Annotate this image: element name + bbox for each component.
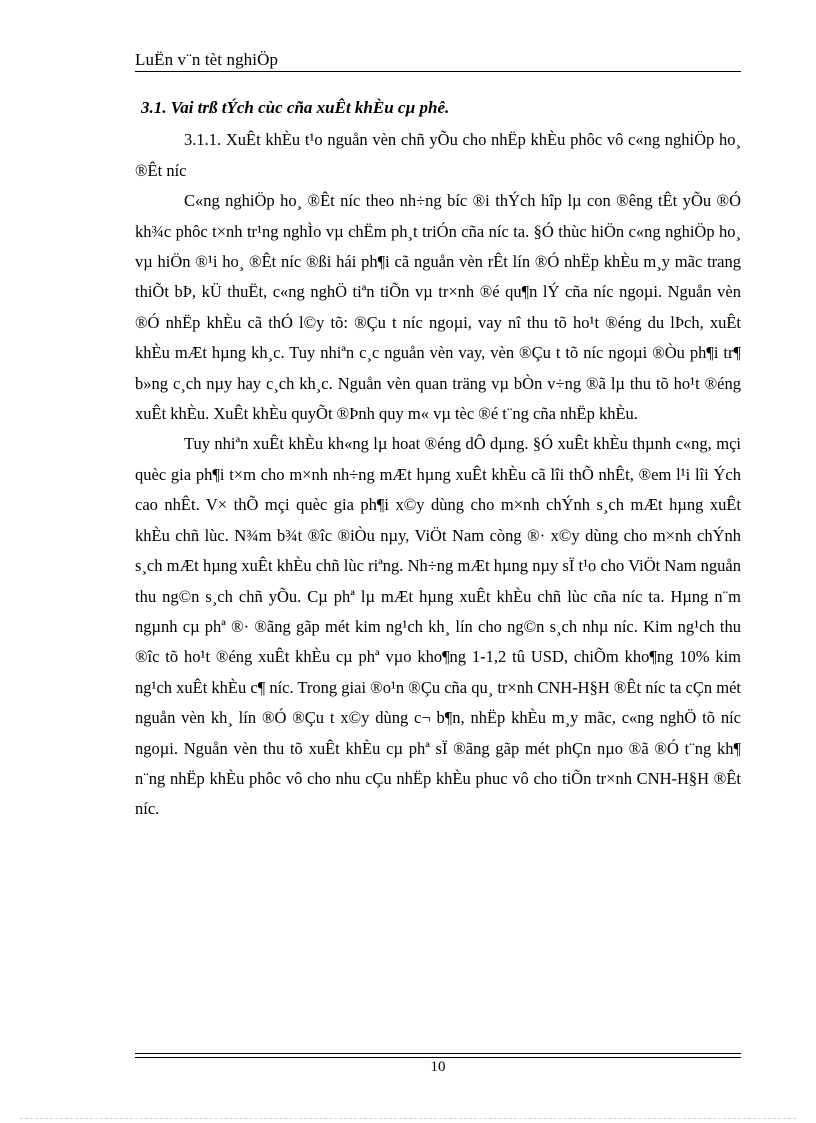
- footer-rule: [135, 1053, 741, 1058]
- section-title: 3.1. Vai trß tÝch cùc cña xuÊt khÈu cµ phê.: [141, 98, 450, 117]
- page-number: 10: [430, 1059, 446, 1075]
- header-rule: [135, 71, 741, 72]
- subsection-heading: 3.1.1. XuÊt khÈu t¹o nguån vèn chñ yÕu cho nhËp khÈu phôc vô c«ng nghiÖp ho¸ ®Êt níc: [135, 130, 741, 180]
- running-header: LuËn v¨n tèt nghiÖp: [135, 50, 279, 69]
- body-text: [135, 93, 741, 825]
- paragraph: Tuy nhiªn xuÊt khÈu kh«ng lµ hoat ®éng dÔ dµng. §Ó xuÊt khÈu thµnh c«ng, mçi quèc gia ph¶i t×m cho m×nh nh÷ng mÆt hµng xuÊt khÈu cã lîi thÕ nhÊt, ®em l¹i lîi Ých cao nhÊt. V× thÕ mçi quèc gia ph¶i x©y dùng cho m×nh chÝnh s¸ch mÆt hµng xuÊt khÈu chñ lùc. N¾m b¾t ®îc ®iÒu nµy, ViÖt Nam còng ®· x©y dùng cho m×nh chÝnh s¸ch mÆt hµng xuÊt khÈu chñ lùc riªng. Nh÷ng mÆt hµng nµy sÏ t¹o cho ViÖt Nam nguån thu ng©n s¸ch chñ yÕu. Cµ phª lµ mÆt hµng xuÊt khÈu chñ lùc cña níc ta. Hµng n¨m ngµnh cµ phª ®· ®ãng gãp mét kim ng¹ch kh¸ lín cho ng©n s¸ch nhµ níc. Kim ng¹ch thu ®îc tõ ho¹t ®éng xuÊt khÈu cµ phª vµo kho¶ng 1-1,2 tû USD, chiÕm kho¶ng 10% kim ng¹ch xuÊt khÈu c¶ níc. Trong giai ®o¹n ®Çu cña qu¸ tr×nh CNH-H§H ®Êt níc ta cÇn mét nguån vèn kh¸ lín ®Ó ®Çu t x©y dùng c¬ b¶n, nhËp khÈu m¸y mãc, c«ng nghÖ tõ níc ngoµi. Nguån vèn thu tõ xuÊt khÈu cµ phª sÏ ®ãng gãp mét phÇn nµo ®ã ®Ó t¨ng kh¶ n¨ng nhËp khÈu phôc vô cho nhu cÇu nhËp khÈu phuc vô cho tiÕn tr×nh CNH-H§H ®Êt níc.: [135, 434, 741, 819]
- page-edge: [20, 1118, 796, 1119]
- paragraph: C«ng nghiÖp ho¸ ®Êt níc theo nh÷ng bíc ®i thÝch hîp lµ con ®êng tÊt yÕu ®Ó kh¾c phôc t×nh tr¹ng nghÌo vµ chËm ph¸t triÓn cña níc ta. §Ó thùc hiÖn c«ng nghiÖp ho¸ vµ hiÖn ®¹i ho¸ ®Êt níc ®ßi hái ph¶i cã nguån vèn rÊt lín ®Ó nhËp khÈu m¸y mãc trang thiÕt bÞ, kÜ thuËt, c«ng nghÖ tiªn tiÕn vµ tr×nh ®é qu¶n lÝ cña níc ngoµi. Nguån vèn ®Ó nhËp khÈu cã thÓ l©y tõ: ®Çu t níc ngoµi, vay nî thu tõ ho¹t ®éng du lÞch, xuÊt khÈu mÆt hµng kh¸c. Tuy nhiªn c¸c nguån vèn vay, vèn ®Çu t tõ níc ngoµi ®Òu ph¶i tr¶ b»ng c¸ch nµy hay c¸ch kh¸c. Nguån vèn quan träng vµ bÒn v÷ng ®ã lµ thu tõ ho¹t ®éng xuÊt khÈu. XuÊt khÈu quyÕt ®Þnh quy m« vµ tèc ®é t¨ng cña nhËp khÈu.: [135, 191, 741, 424]
